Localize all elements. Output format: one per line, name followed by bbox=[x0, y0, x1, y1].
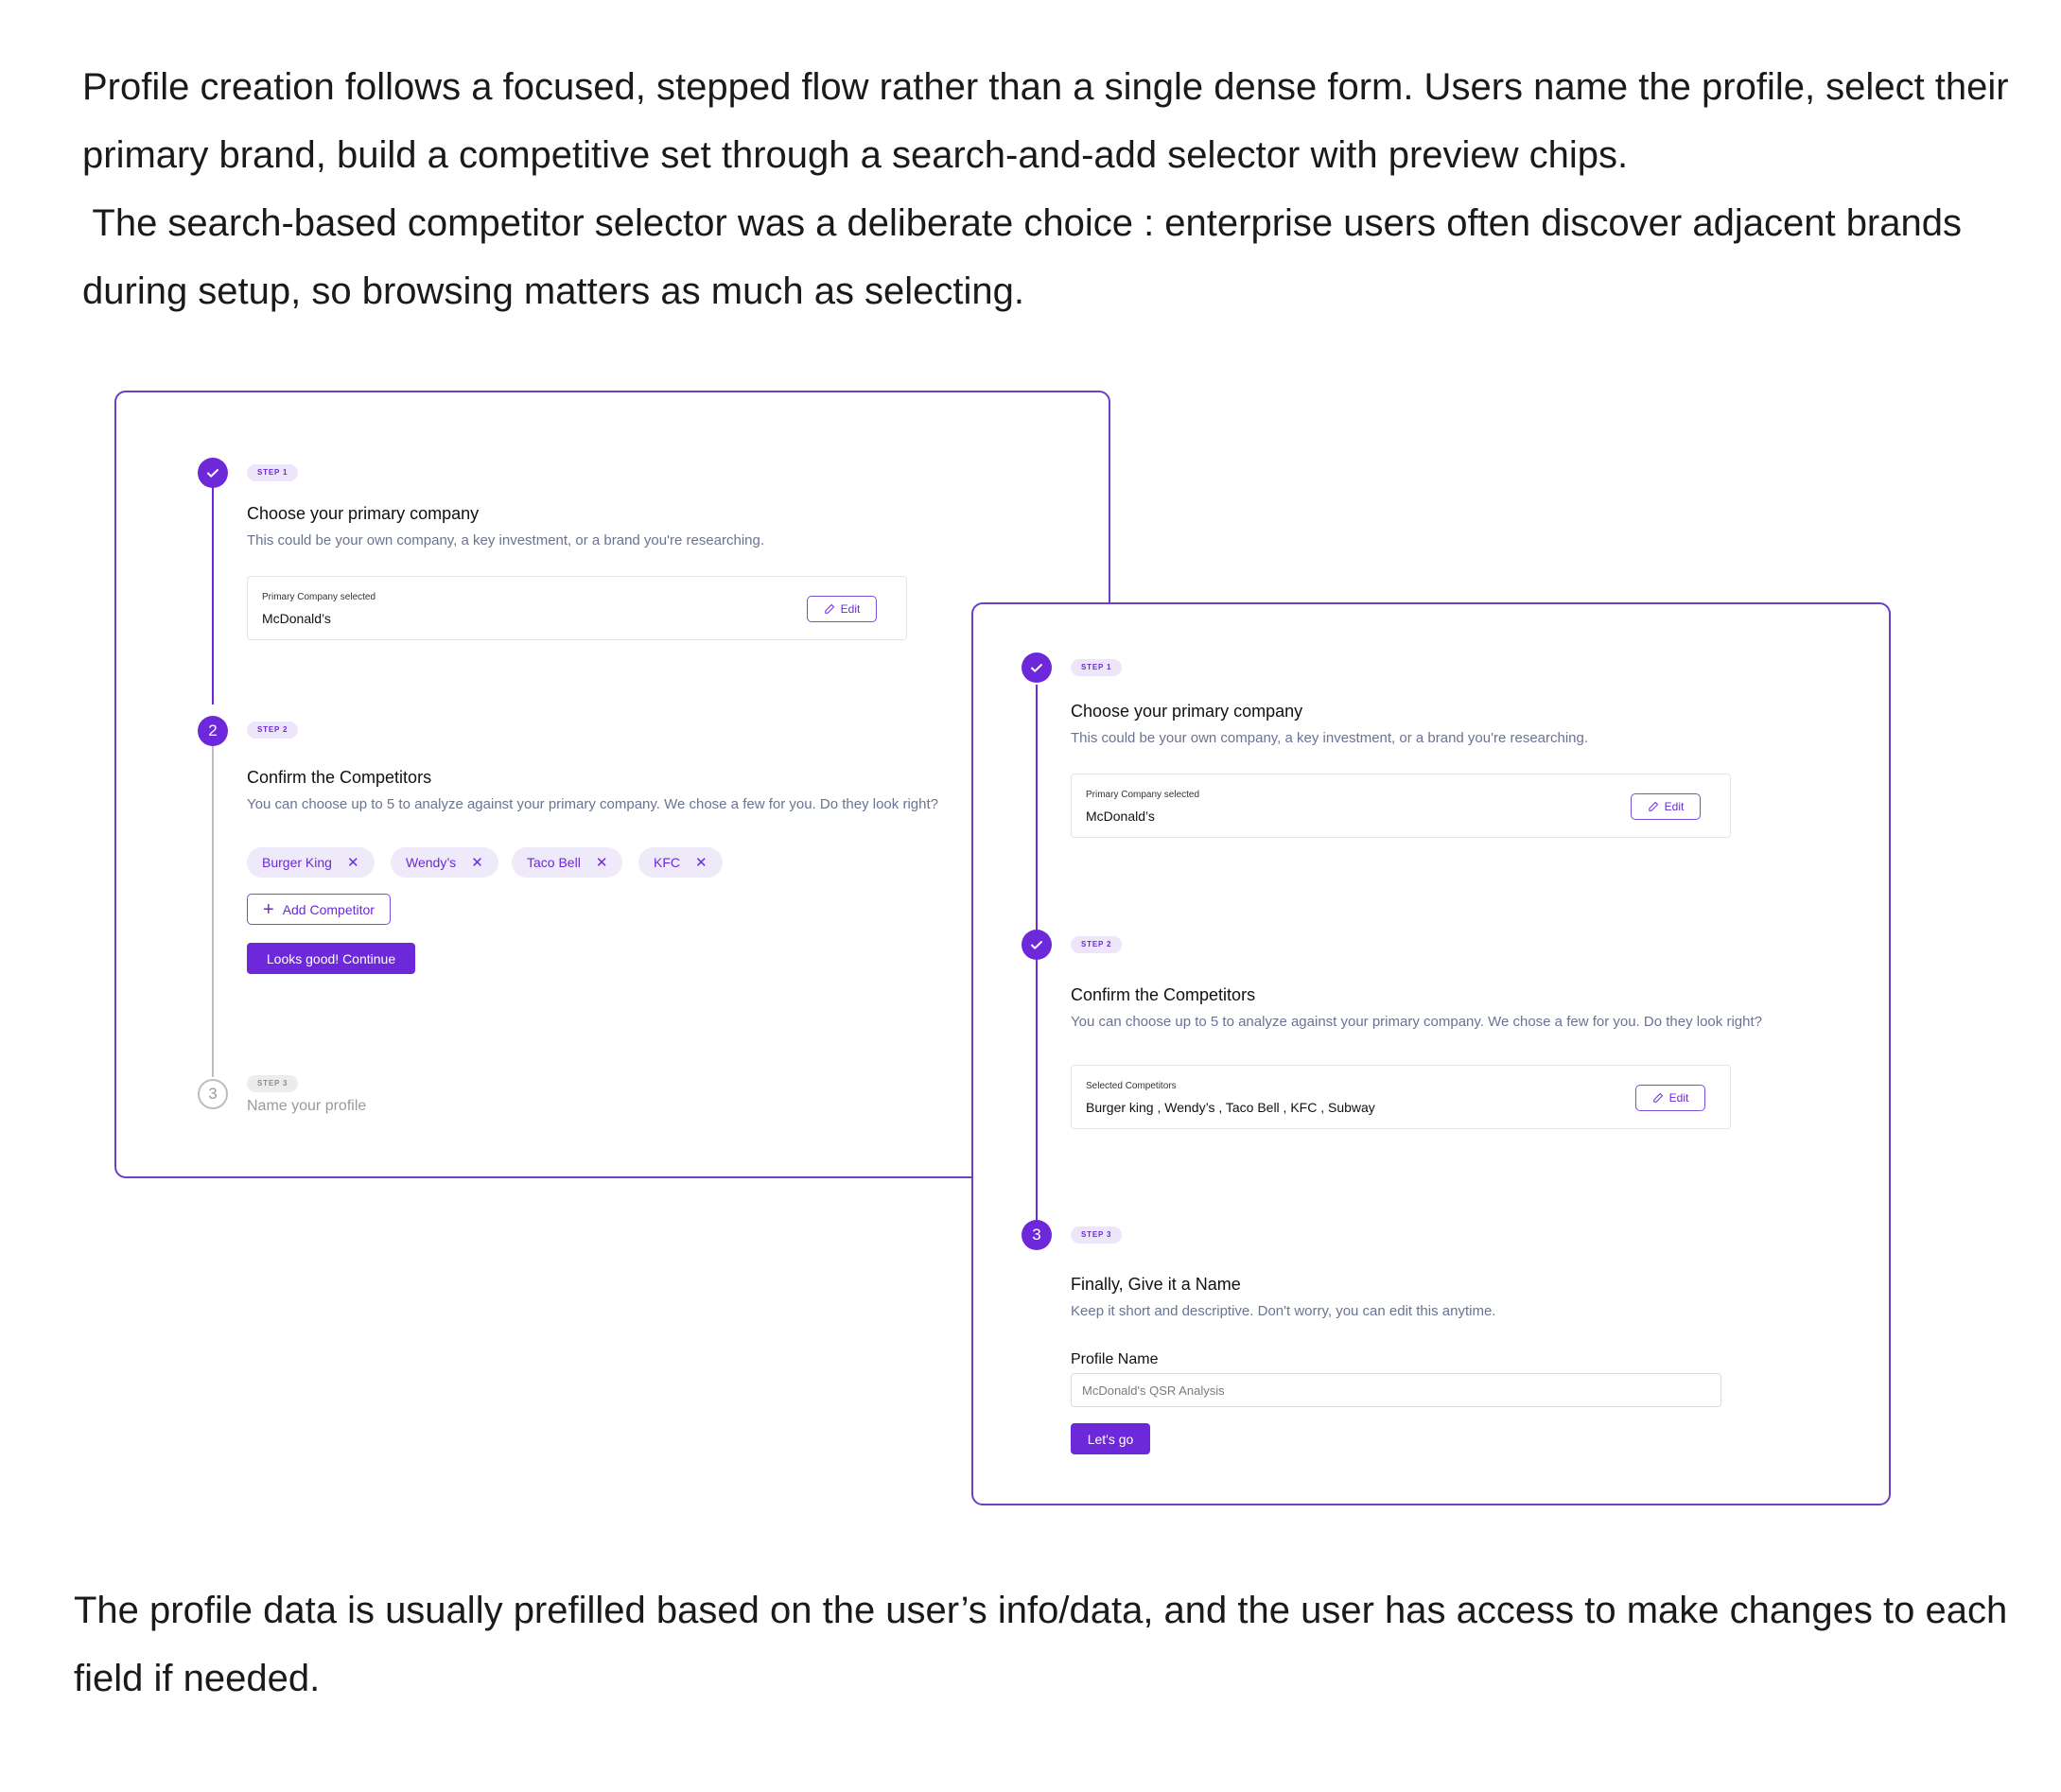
check-icon bbox=[1029, 937, 1044, 952]
progress-rail bbox=[1036, 685, 1038, 1246]
step2-title: Confirm the Competitors bbox=[247, 768, 432, 787]
summary-value: McDonald’s bbox=[262, 611, 331, 626]
step2-description: You can choose up to 5 to analyze against your primary company. We chose a few for you. Do they look right? bbox=[247, 796, 938, 812]
step2-title: Confirm the Competitors bbox=[1071, 985, 1256, 1004]
step3-title: Finally, Give it a Name bbox=[1071, 1275, 1241, 1294]
progress-rail-pending bbox=[212, 731, 214, 1077]
plus-icon: + bbox=[263, 898, 274, 920]
step3-number: 3 bbox=[208, 1085, 218, 1103]
profile-wizard-final-card bbox=[971, 602, 1891, 1505]
step2-active-node bbox=[198, 716, 228, 746]
competitor-chip bbox=[512, 847, 622, 878]
competitor-chip bbox=[247, 847, 375, 878]
summary-value: McDonald’s bbox=[1086, 809, 1155, 824]
profile-name-label: Profile Name bbox=[1071, 1351, 1159, 1367]
profile-name-input[interactable] bbox=[1071, 1373, 1721, 1407]
continue-button[interactable]: Looks good! Continue bbox=[247, 943, 415, 974]
intro-line: primary brand, build a competitive set through a search-and-add selector with preview chips. bbox=[82, 134, 1629, 176]
step1-complete-node bbox=[198, 458, 228, 488]
intro-line: Profile creation follows a focused, stepped flow rather than a single dense form. Users name the profile, select their bbox=[82, 66, 2009, 108]
competitor-chip bbox=[638, 847, 723, 878]
step2-number: 2 bbox=[208, 722, 218, 739]
edit-label: Edit bbox=[1668, 1091, 1689, 1105]
step3-description: Keep it short and descriptive. Don't worry, you can edit this anytime. bbox=[1071, 1303, 1496, 1319]
step3-pill: STEP 3 bbox=[1071, 1227, 1122, 1244]
edit-primary-company-button[interactable] bbox=[807, 596, 877, 622]
edit-primary-company-button[interactable] bbox=[1631, 793, 1701, 820]
edit-competitors-button[interactable] bbox=[1635, 1085, 1705, 1111]
summary-value: Burger king , Wendy’s , Taco Bell , KFC , Subway bbox=[1086, 1100, 1375, 1115]
step3-number: 3 bbox=[1032, 1226, 1041, 1244]
chip-label: Wendy’s bbox=[406, 855, 457, 870]
summary-label: Primary Company selected bbox=[262, 592, 376, 602]
add-competitor-label: Add Competitor bbox=[282, 901, 375, 917]
close-icon[interactable]: ✕ bbox=[595, 854, 608, 871]
step1-title: Choose your primary company bbox=[247, 504, 480, 523]
intro-text bbox=[82, 53, 2021, 325]
close-icon[interactable]: ✕ bbox=[346, 854, 359, 871]
step1-pill: STEP 1 bbox=[1071, 659, 1122, 676]
check-icon bbox=[1029, 660, 1044, 675]
pencil-icon bbox=[1652, 1092, 1664, 1104]
step2-description: You can choose up to 5 to analyze against your primary company. We chose a few for you. Do they look right? bbox=[1071, 1014, 1762, 1030]
outro-line: The profile data is usually prefilled based on the user’s info/data, and the user has access to make changes to each bbox=[74, 1590, 2008, 1631]
close-icon[interactable]: ✕ bbox=[471, 854, 483, 871]
step1-description: This could be your own company, a key investment, or a brand you're researching. bbox=[1071, 730, 1589, 746]
step3-active-node bbox=[1022, 1220, 1052, 1250]
step2-pill: STEP 2 bbox=[1071, 936, 1122, 953]
chip-label: KFC bbox=[654, 855, 680, 870]
step1-pill: STEP 1 bbox=[247, 464, 298, 481]
pencil-icon bbox=[1648, 801, 1659, 812]
outro-line: field if needed. bbox=[74, 1658, 321, 1699]
chip-label: Taco Bell bbox=[527, 855, 581, 870]
step1-complete-node bbox=[1022, 652, 1052, 683]
step3-pill: STEP 3 bbox=[247, 1075, 298, 1092]
progress-rail bbox=[212, 464, 214, 705]
close-icon[interactable]: ✕ bbox=[695, 854, 707, 871]
primary-company-summary bbox=[1071, 774, 1731, 838]
profile-wizard-step2-card bbox=[114, 391, 1110, 1178]
intro-line: The search-based competitor selector was a deliberate choice : enterprise users often discover adjacent brands bbox=[82, 202, 1962, 244]
check-icon bbox=[205, 465, 220, 480]
competitor-chip bbox=[391, 847, 498, 878]
edit-label: Edit bbox=[840, 602, 861, 616]
lets-go-button[interactable]: Let's go bbox=[1071, 1423, 1150, 1454]
outro-text bbox=[74, 1576, 2013, 1713]
selected-competitors-summary bbox=[1071, 1065, 1731, 1129]
step3-title: Name your profile bbox=[247, 1098, 367, 1114]
primary-company-summary bbox=[247, 576, 907, 640]
summary-label: Primary Company selected bbox=[1086, 790, 1200, 800]
pencil-icon bbox=[824, 603, 835, 615]
step3-pending-node bbox=[198, 1079, 228, 1109]
intro-line: during setup, so browsing matters as much as selecting. bbox=[82, 270, 1025, 312]
edit-label: Edit bbox=[1664, 800, 1685, 813]
step2-pill: STEP 2 bbox=[247, 722, 298, 739]
step2-complete-node bbox=[1022, 930, 1052, 960]
step1-description: This could be your own company, a key investment, or a brand you're researching. bbox=[247, 532, 765, 548]
add-competitor-button[interactable] bbox=[247, 894, 391, 925]
summary-label: Selected Competitors bbox=[1086, 1081, 1177, 1091]
chip-label: Burger King bbox=[262, 855, 332, 870]
step1-title: Choose your primary company bbox=[1071, 702, 1303, 721]
